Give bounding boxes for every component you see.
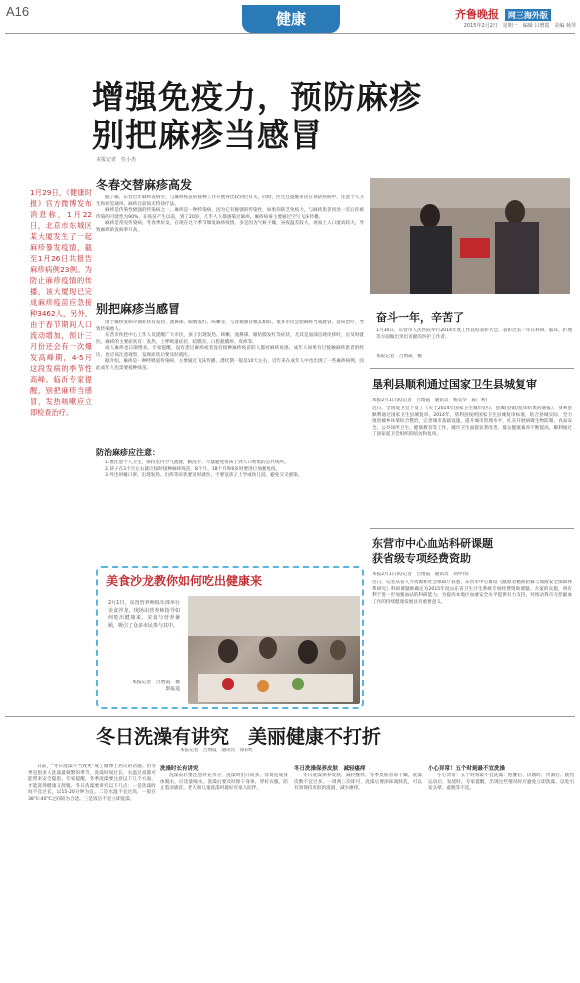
paragraph: 麻疹是传染性极强的传染病之一，麻疹是一种传染病，因为它有极强的传染性，如果你缺乏免疫力，与麻疹患者同处一室后你被传染的可能性为90%，在疫苗产生以前，到了20岁，几乎人人都感染过麻疹，麻疹病毒主要通过空气飞沫传播。	[96, 208, 364, 220]
bottom-subhead-b: 冬日洗澡保养皮肤 减轻瘙痒	[294, 766, 366, 772]
story3-byline: 本报2月1日讯(记者 吕增霞 通讯员 刘中伟)	[372, 572, 469, 577]
date-line: 2015年2月2日 星期一 编辑 吕增霞 美编 杨琴	[463, 23, 576, 29]
lead-byline: 本报记者 任小杰	[96, 157, 137, 163]
photo-caption-title: 奋斗一年，辛苦了	[376, 311, 464, 324]
lead-subhead-1: 冬春交替麻疹高发	[96, 178, 193, 192]
paragraph: 据了解，东营近年麻疹发病少，与麻疹疫苗的接种工作开展得比较到位有关，同时，医生还提醒市民在预防疾病中，注意个人卫生和居室通风，麻疹目前尚无特效疗法。	[96, 195, 364, 207]
bottom-subhead-a: 洗澡时长有讲究	[160, 766, 199, 772]
box-text: 2月1日，东营营养师俱乐部举行美食沙龙，现场由营养师指导如何吃出健康来，美食与营养兼顾，吸引了众多市民参与其中。	[108, 600, 180, 629]
lead-headline	[92, 78, 422, 154]
box-title: 美食沙龙教你如何吃出健康来	[106, 574, 263, 588]
story2-byline: 本报2月1日讯(记者 吕增霞 通讯员 杨美华 陈广利)	[372, 398, 488, 403]
paragraph: 2.孩子在3个月左右就应按时接种麻疹疫苗，8个月、18个月和6岁时要进行加强免疫。	[105, 466, 281, 472]
edition-badge: 网三海外版	[505, 9, 551, 21]
story3-text: 近日，记者从省人力资源和社会保障厅获悉，东营市中心血站《献血者精准招募与血液安全保障体系研究》科研课题被确定为2015年度山东省卫生计生系统专项经费资助课题。方案的实施，将有利于进一步加强血站的科研能力，为提高本地区血液安全水平提供有力支持，对推动我市无偿献血工作的持续健康发展具有重要意义。	[372, 580, 572, 605]
award-photo	[370, 178, 570, 294]
lead-subhead-3: 防治麻疹应注意：	[96, 448, 160, 457]
paragraph: 由于麻疹发病早期症状有发热、流鼻涕、眼睛发红、咳嗽等，与普通感冒极其相似，很多市民会把麻疹当成感冒，延误治疗，导致传染他人。	[96, 320, 364, 332]
bottom-col-4	[428, 773, 574, 979]
paragraph: 日前，“冬日洗澡不当致死”成了微博上热议的话题。但冬季是很多人洗澡最频繁的季节，洗澡时间过长、水温过高都可能带来安全隐患。专家提醒，冬季洗澡要注意以下几个方面，才能洗得健康又舒服。冬日洗澡要讲究以下几点：一是洗澡时间不宜过长，以15-20分钟为宜。二是水温不宜过高，一般在38℃-40℃之间较为合适。三是饭后不宜立即洗澡。	[28, 764, 156, 802]
header-rule	[5, 33, 575, 34]
page-number: A16	[6, 4, 30, 19]
bottom-byline: 本报记者 吕增霞 通讯员 徐彩红	[180, 748, 254, 753]
lead-body-2	[96, 320, 364, 442]
food-salon-box	[96, 566, 364, 709]
bottom-col-1	[28, 764, 156, 979]
paragraph: 3.外出时戴口罩，出现发热、出疹等症状要及时就医，不要送孩子上学或幼儿园，避免交叉感染。	[105, 473, 303, 478]
food-salon-photo	[188, 596, 360, 704]
bottom-col-3	[294, 773, 422, 979]
story3-title-line-2: 获省级专项经费资助	[372, 552, 471, 565]
photo-caption-text: 1月30日，东营市人民医院举行2014年度工作总结表彰大会，表彰过去一年在科研、临床、护理等方面做出突出贡献的医护工作者。	[376, 328, 572, 340]
story2-title: 垦利县顺利通过国家卫生县城复审	[372, 378, 537, 391]
photo-credit: 本报记者 吕增霞 摄	[376, 354, 422, 359]
paper-name: 齐鲁晚报	[455, 8, 499, 21]
lead-body-3	[96, 460, 364, 556]
lead-body-1	[96, 195, 364, 287]
paper-logo	[455, 6, 551, 22]
story3-title-line-1: 东营市中心血站科研课题	[372, 537, 493, 550]
bottom-headline: 冬日洗澡有讲究 美丽健康不打折	[96, 726, 382, 748]
story2-text: 近日，全国爱卫会下发了《关于2014年国家卫生城市(区)、县城(县镇)复审结果的通报》，垦利县顺利通过国家卫生县城复审。2014年，垦利县按照国家卫生县城复审标准，结合县城实际，全力推进城乡环境综合整治，完善城市基础设施，提升城市管理水平，扎实开展病媒生物防制、食品安全、公共场所卫生、健康教育等工作，城市卫生面貌显著改善，群众健康素养不断提高，顺利通过了国家爱卫会组织的暗访和复审。	[372, 406, 572, 437]
paragraph: 洗澡前后要注意补充水分，洗澡时出汗较多，容易造成身体脱水，应适量喝水。洗澡后要及时擦干身体，穿好衣服，防止着凉感冒。老人和儿童洗澡时最好有家人陪伴。	[160, 773, 288, 791]
bottom-subhead-c: 小心异常！五个时刻最不宜洗澡	[428, 766, 506, 772]
headline-line-1: 增强免疫力，预防麻疹	[92, 78, 423, 116]
box-credit: 本报记者 吕增霞 摄影报道	[132, 680, 180, 692]
story3-title	[372, 536, 493, 566]
paragraph: 1.要注意个人卫生，保持室内空气流通，勤洗手，尽量避免带孩子到人口密集的公共场所。	[105, 460, 289, 465]
bottom-rule	[5, 716, 575, 717]
paragraph: 小心异常！五个时刻最不宜洗澡：饱餐后、饥饿时、饮酒后、剧烈运动后、发烧时。专家提醒，出现这些情况时应避免立即洗澡，以免引发头晕、虚脱等不适。	[428, 773, 574, 791]
bottom-col-2	[160, 773, 288, 979]
section-tab: 健康	[242, 5, 340, 33]
paragraph: 成人麻疹也日渐增多。专家提醒，没有患过麻疹或者没有接种麻疹疫苗的人都对麻疹易感。成年人如果有过接触麻疹患者的经历，也应该注意观察，发现症状后要及时就医。	[96, 346, 364, 358]
paragraph: 东营市疾控中心工作人员提醒广大市民，孩子出现发热、咳嗽、流鼻涕、眼结膜发红等症状，尤其是面部出现皮疹时，应及时就医。麻疹的主要症状有：发热、上呼吸道症状、结膜炎、口腔黏膜疹、皮疹等。	[96, 333, 364, 345]
divider	[370, 368, 574, 369]
paragraph: 冬日洗澡保养皮肤，减轻瘙痒。冬季皮肤容易干燥，洗澡次数不宜过多，一周两三次即可，洗澡后要涂抹润肤乳，可以有效保持皮肤的滋润，减少瘙痒。	[294, 773, 422, 791]
divider	[370, 528, 574, 529]
lead-sidebar: 1月29日，《健康时报》官方微博发布消息称，1月22日，北京市东城区某大厦发生了一起麻疹暴发疫情，截至1月26日共报告麻疹病例23例。为防止麻疹疫情的传播，该大厦现已完成麻疹疫苗应急接种3462人，另外，由于春节期间人口流动增加，预计三月份还会有一次爆发高峰期，4-5月这段发病的季节性高峰。临沂专家提醒，别把麻疹当感冒，发热咳嗽应立即检查治疗。	[30, 188, 92, 417]
paragraph: 麻疹是常见传染病，冬春季好发，在现在这个季节爆发麻疹疫情，多是因为气候干燥，昼夜温差较大，再加上人口流动较大，导致麻疹的发病率升高。	[96, 221, 364, 233]
headline-line-2: 别把麻疹当感冒	[92, 116, 324, 154]
award-scene	[370, 178, 570, 294]
photo-scene	[188, 596, 360, 704]
lead-subhead-2: 别把麻疹当感冒	[96, 302, 181, 316]
paragraph: 据介绍，麻疹是一种呼吸道传染病，主要通过飞沫传播，潜伏期一般是10天左右，近年来在成年人中也出现了一些麻疹病例，因此成年人也需要接种疫苗。	[96, 359, 364, 371]
